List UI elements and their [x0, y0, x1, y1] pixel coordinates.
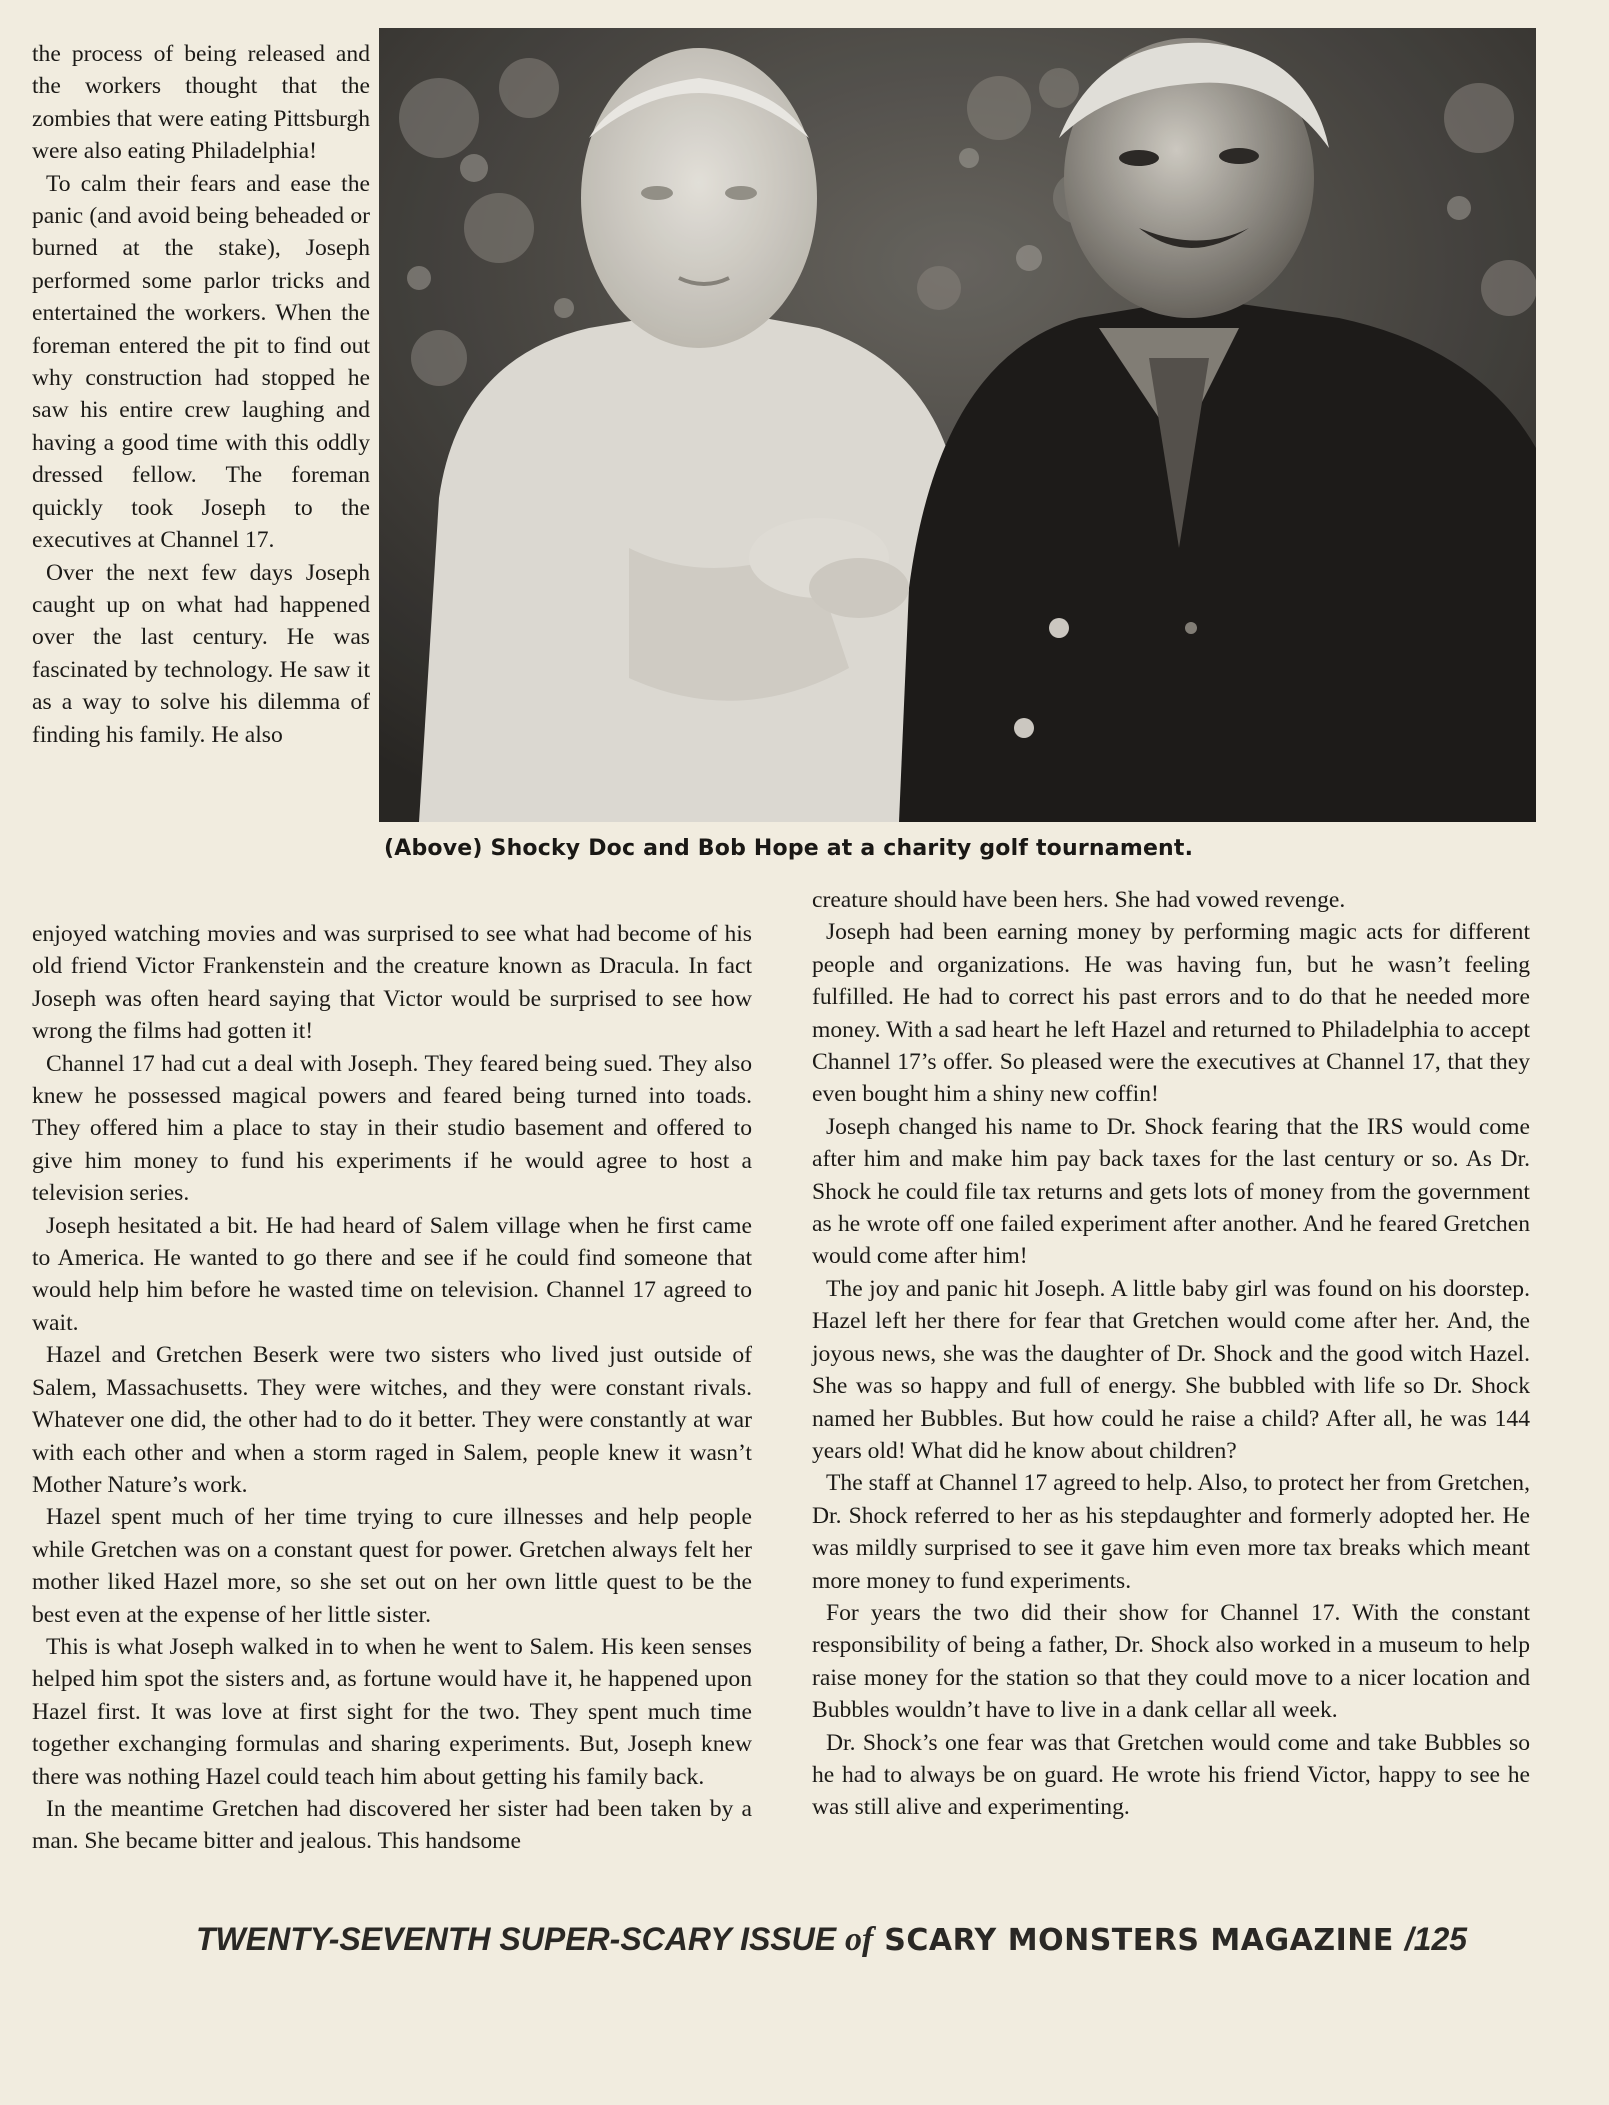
paragraph: Hazel spent much of her time trying to cure illnesses and help people while Gretchen was on a constant quest for power. Gretchen always felt her mother liked Hazel more, so she set out on her own little quest to be the best even at the expense of her little sister.: [32, 1504, 752, 1628]
paragraph: Joseph hesitated a bit. He had heard of Salem village when he first came to America. He wanted to go there and see if he could find someone that would help him before he wasted time on television. Channel 17 agreed to wait.: [32, 1212, 752, 1336]
paragraph: In the meantime Gretchen had discovered her sister had been taken by a man. She became bitter and jealous. This handsome: [32, 1795, 752, 1855]
photo-caption: (Above) Shocky Doc and Bob Hope at a charity golf tournament.: [384, 836, 1194, 861]
photo-shocky-doc-and-bob-hope: [379, 28, 1536, 822]
footer-magazine-title: SCARY MONSTERS MAGAZINE: [873, 1923, 1405, 1958]
paragraph: Channel 17 had cut a deal with Joseph. They feared being sued. They also knew he possessed magical powers and feared being turned into toads. They offered him a place to stay in their studio basement and offered to give him money to fund his experiments if he would agree to host a television series.: [32, 1050, 752, 1207]
left-column-bottom-text: [32, 918, 752, 1858]
paragraph: For years the two did their show for Channel 17. With the constant responsibility of being a father, Dr. Shock also worked in a museum to help raise money for the station so that they could move to a nicer location and Bubbles wouldn’t have to live in a dank cellar all week.: [812, 1599, 1530, 1724]
page-footer: [196, 1921, 1468, 1959]
paragraph: The joy and panic hit Joseph. A little baby girl was found on his doorstep. Hazel left her there for fear that Gretchen would come after her. And, the joyous news, she was the daughter of Dr. Shock and the good witch Hazel. She was so happy and full of energy. She bubbled with life so Dr. Shock named her Bubbles. But how could he raise a child? After all, he was 144 years old! What did he know about children?: [812, 1275, 1530, 1464]
paragraph: Joseph had been earning money by performing magic acts for different people and organizations. He was having fun, but he wasn’t feeling fulfilled. He had to correct his past errors and to do that he needed more money. With a sad heart he left Hazel and returned to Philadelphia to accept Channel 17’s offer. So pleased were the executives at Channel 17, that they even bought him a shiny new coffin!: [812, 919, 1530, 1108]
paragraph: To calm their fears and ease the panic (and avoid being beheaded or burned at the stake), Joseph performed some parlor tricks and entertained the workers. When the foreman entered the pit to find out why construction had stopped he saw his entire crew laughing and having a good time with this oddly dressed fellow. The foreman quickly took Joseph to the executives at Channel 17.: [32, 170, 370, 554]
paragraph: Hazel and Gretchen Beserk were two sisters who lived just outside of Salem, Massachusetts. They were witches, and they were constant rivals. Whatever one did, the other had to do it better. They were constantly at war with each other and when a storm raged in Salem, people knew it wasn’t Mother Nature’s work.: [32, 1342, 752, 1498]
left-column-top-text: [32, 38, 370, 751]
paragraph: Joseph changed his name to Dr. Shock fearing that the IRS would come after him and make him pay back taxes for the last century or so. As Dr. Shock he could file tax returns and gets lots of money from the government as he wrote off one failed experiment after another. And he feared Gretchen would come after him!: [812, 1113, 1530, 1270]
paragraph: creature should have been hers. She had vowed revenge.: [812, 887, 1346, 913]
footer-page-number: /125: [1404, 1921, 1468, 1957]
footer-issue-label: TWENTY-SEVENTH SUPER-SCARY ISSUE: [196, 1921, 845, 1957]
paragraph: enjoyed watching movies and was surprised to see what had become of his old friend Victor Frankenstein and the creature known as Dracula. In fact Joseph was often heard saying that Victor would be surprised to see how wrong the films had gotten it!: [32, 921, 752, 1045]
paragraph: This is what Joseph walked in to when he went to Salem. His keen senses helped him spot the sisters and, as fortune would have it, he happened upon Hazel first. It was love at first sight for the two. They spent much time together exchanging formulas and sharing experiments. But, Joseph knew there was nothing Hazel could teach him about getting his family back.: [32, 1633, 752, 1790]
footer-of: of: [844, 1921, 874, 1958]
paragraph: Dr. Shock’s one fear was that Gretchen would come and take Bubbles so he had to always be on guard. He wrote his friend Victor, happy to see he was still alive and experimenting.: [812, 1729, 1530, 1821]
paragraph: Over the next few days Joseph caught up on what had happened over the last century. He was fascinated by technology. He saw it as a way to solve his dilemma of finding his family. He also: [32, 559, 370, 748]
right-column-text: [812, 884, 1530, 1824]
paragraph: the process of being released and the workers thought that the zombies that were eating Pittsburgh were also eating Philadelphia!: [32, 41, 370, 165]
photo-illustration: [379, 28, 1536, 822]
paragraph: The staff at Channel 17 agreed to help. Also, to protect her from Gretchen, Dr. Shock referred to her as his stepdaughter and formerly adopted her. He was mildly surprised to see it gave him even more tax breaks which meant more money to fund experiments.: [812, 1470, 1530, 1594]
